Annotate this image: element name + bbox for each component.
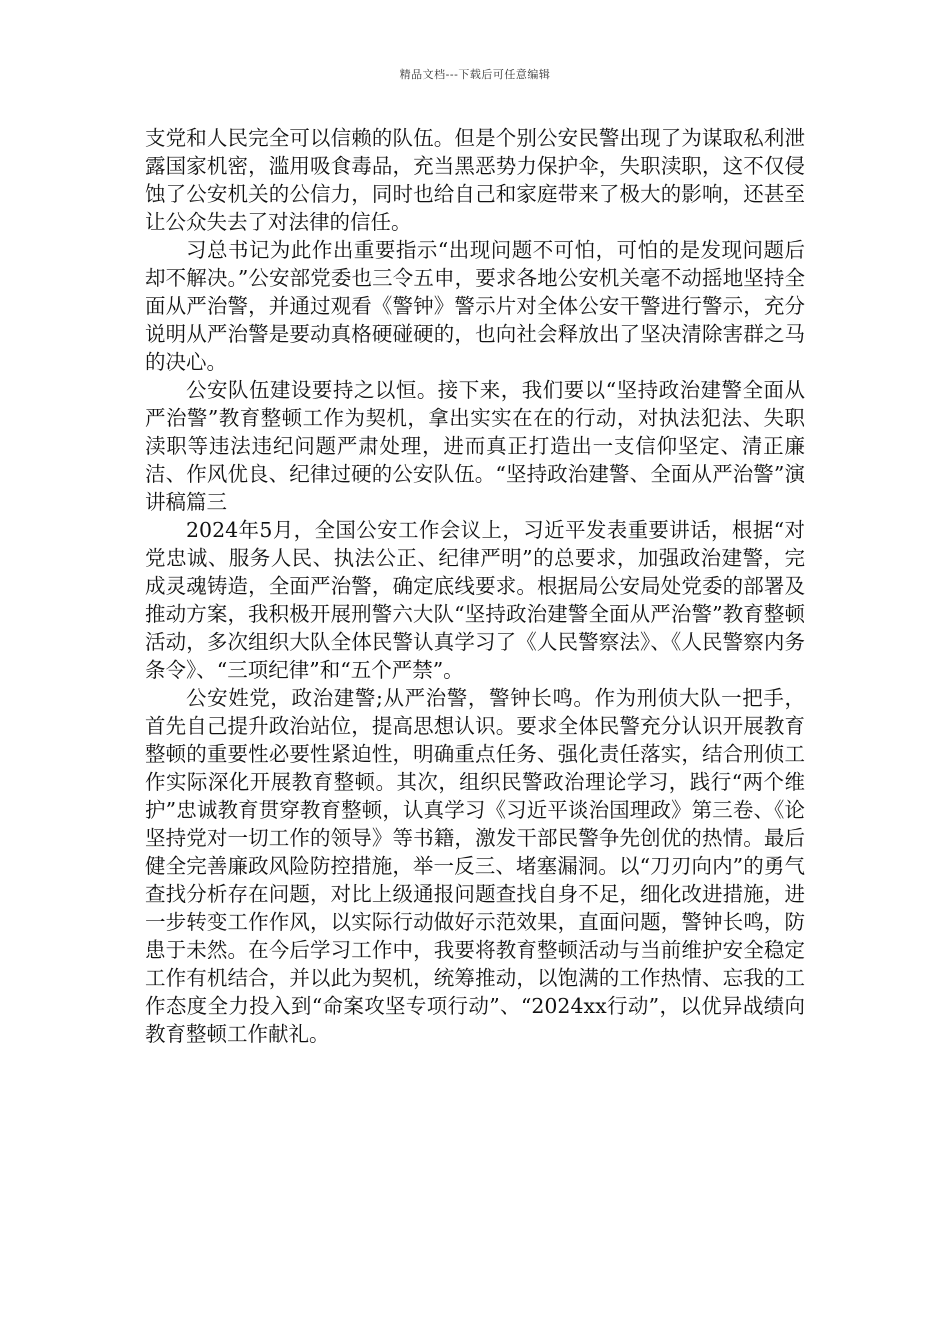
paragraph-1: 支党和人民完全可以信赖的队伍。但是个别公安民警出现了为谋取私利泄露国家机密，滥用吸食毒品，充当黑恶势力保护伞，失职渎职，这不仅侵蚀了公安机关的公信力，同时也给自己和家庭带来了极大的影响，还甚至让公众失去了对法律的信任。 xyxy=(145,126,805,234)
paragraph-5: 公安姓党，政治建警;从严治警，警钟长鸣。作为刑侦大队一把手，首先自己提升政治站位，提高思想认识。要求全体民警充分认识开展教育整顿的重要性必要性紧迫性，明确重点任务、强化责任落实，结合刑侦工作实际深化开展教育整顿。其次，组织民警政治理论学习，践行“两个维护”忠诚教育贯穿教育整顿，认真学习《习近平谈治国理政》第三卷、《论坚持党对一切工作的领导》等书籍，激发干部民警争先创优的热情。最后健全完善廉政风险防控措施，举一反三、堵塞漏洞。以“刀刃向内”的勇气查找分析存在问题，对比上级通报问题查找自身不足，细化改进措施，进一步转变工作作风，以实际行动做好示范效果，直面问题，警钟长鸣，防患于未然。在今后学习工作中，我要将教育整顿活动与当前维护安全稳定工作有机结合，并以此为契机，统筹推动，以饱满的工作热情、忘我的工作态度全力投入到“命案攻坚专项行动”、“2024xx行动”，以优异战绩向教育整顿工作献礼。 xyxy=(145,686,805,1046)
paragraph-4: 2024年5月，全国公安工作会议上，习近平发表重要讲话，根据“对党忠诚、服务人民、执法公正、纪律严明”的总要求，加强政治建警，完成灵魂铸造，全面严治警，确定底线要求。根据局公安局处党委的部署及推动方案，我积极开展刑警六大队“坚持政治建警全面从严治警”教育整顿活动，多次组织大队全体民警认真学习了《人民警察法》、《人民警察内务条令》、“三项纪律”和“五个严禁”。 xyxy=(145,518,805,682)
document-body xyxy=(145,124,805,1048)
paragraph-2: 习总书记为此作出重要指示“出现问题不可怕，可怕的是发现问题后却不解决。”公安部党委也三令五申，要求各地公安机关毫不动摇地坚持全面从严治警，并通过观看《警钟》警示片对全体公安干警进行警示，充分说明从严治警是要动真格硬碰硬的，也向社会释放出了坚决清除害群之马的决心。 xyxy=(145,238,805,374)
page-header: 精品文档---下载后可任意编辑 xyxy=(399,68,551,81)
paragraph-3: 公安队伍建设要持之以恒。接下来，我们要以“坚持政治建警全面从严治警”教育整顿工作为契机，拿出实实在在的行动，对执法犯法、失职渎职等违法违纪问题严肃处理，进而真正打造出一支信仰坚定、清正廉洁、作风优良、纪律过硬的公安队伍。“坚持政治建警、全面从严治警”演讲稿篇三 xyxy=(145,378,805,514)
